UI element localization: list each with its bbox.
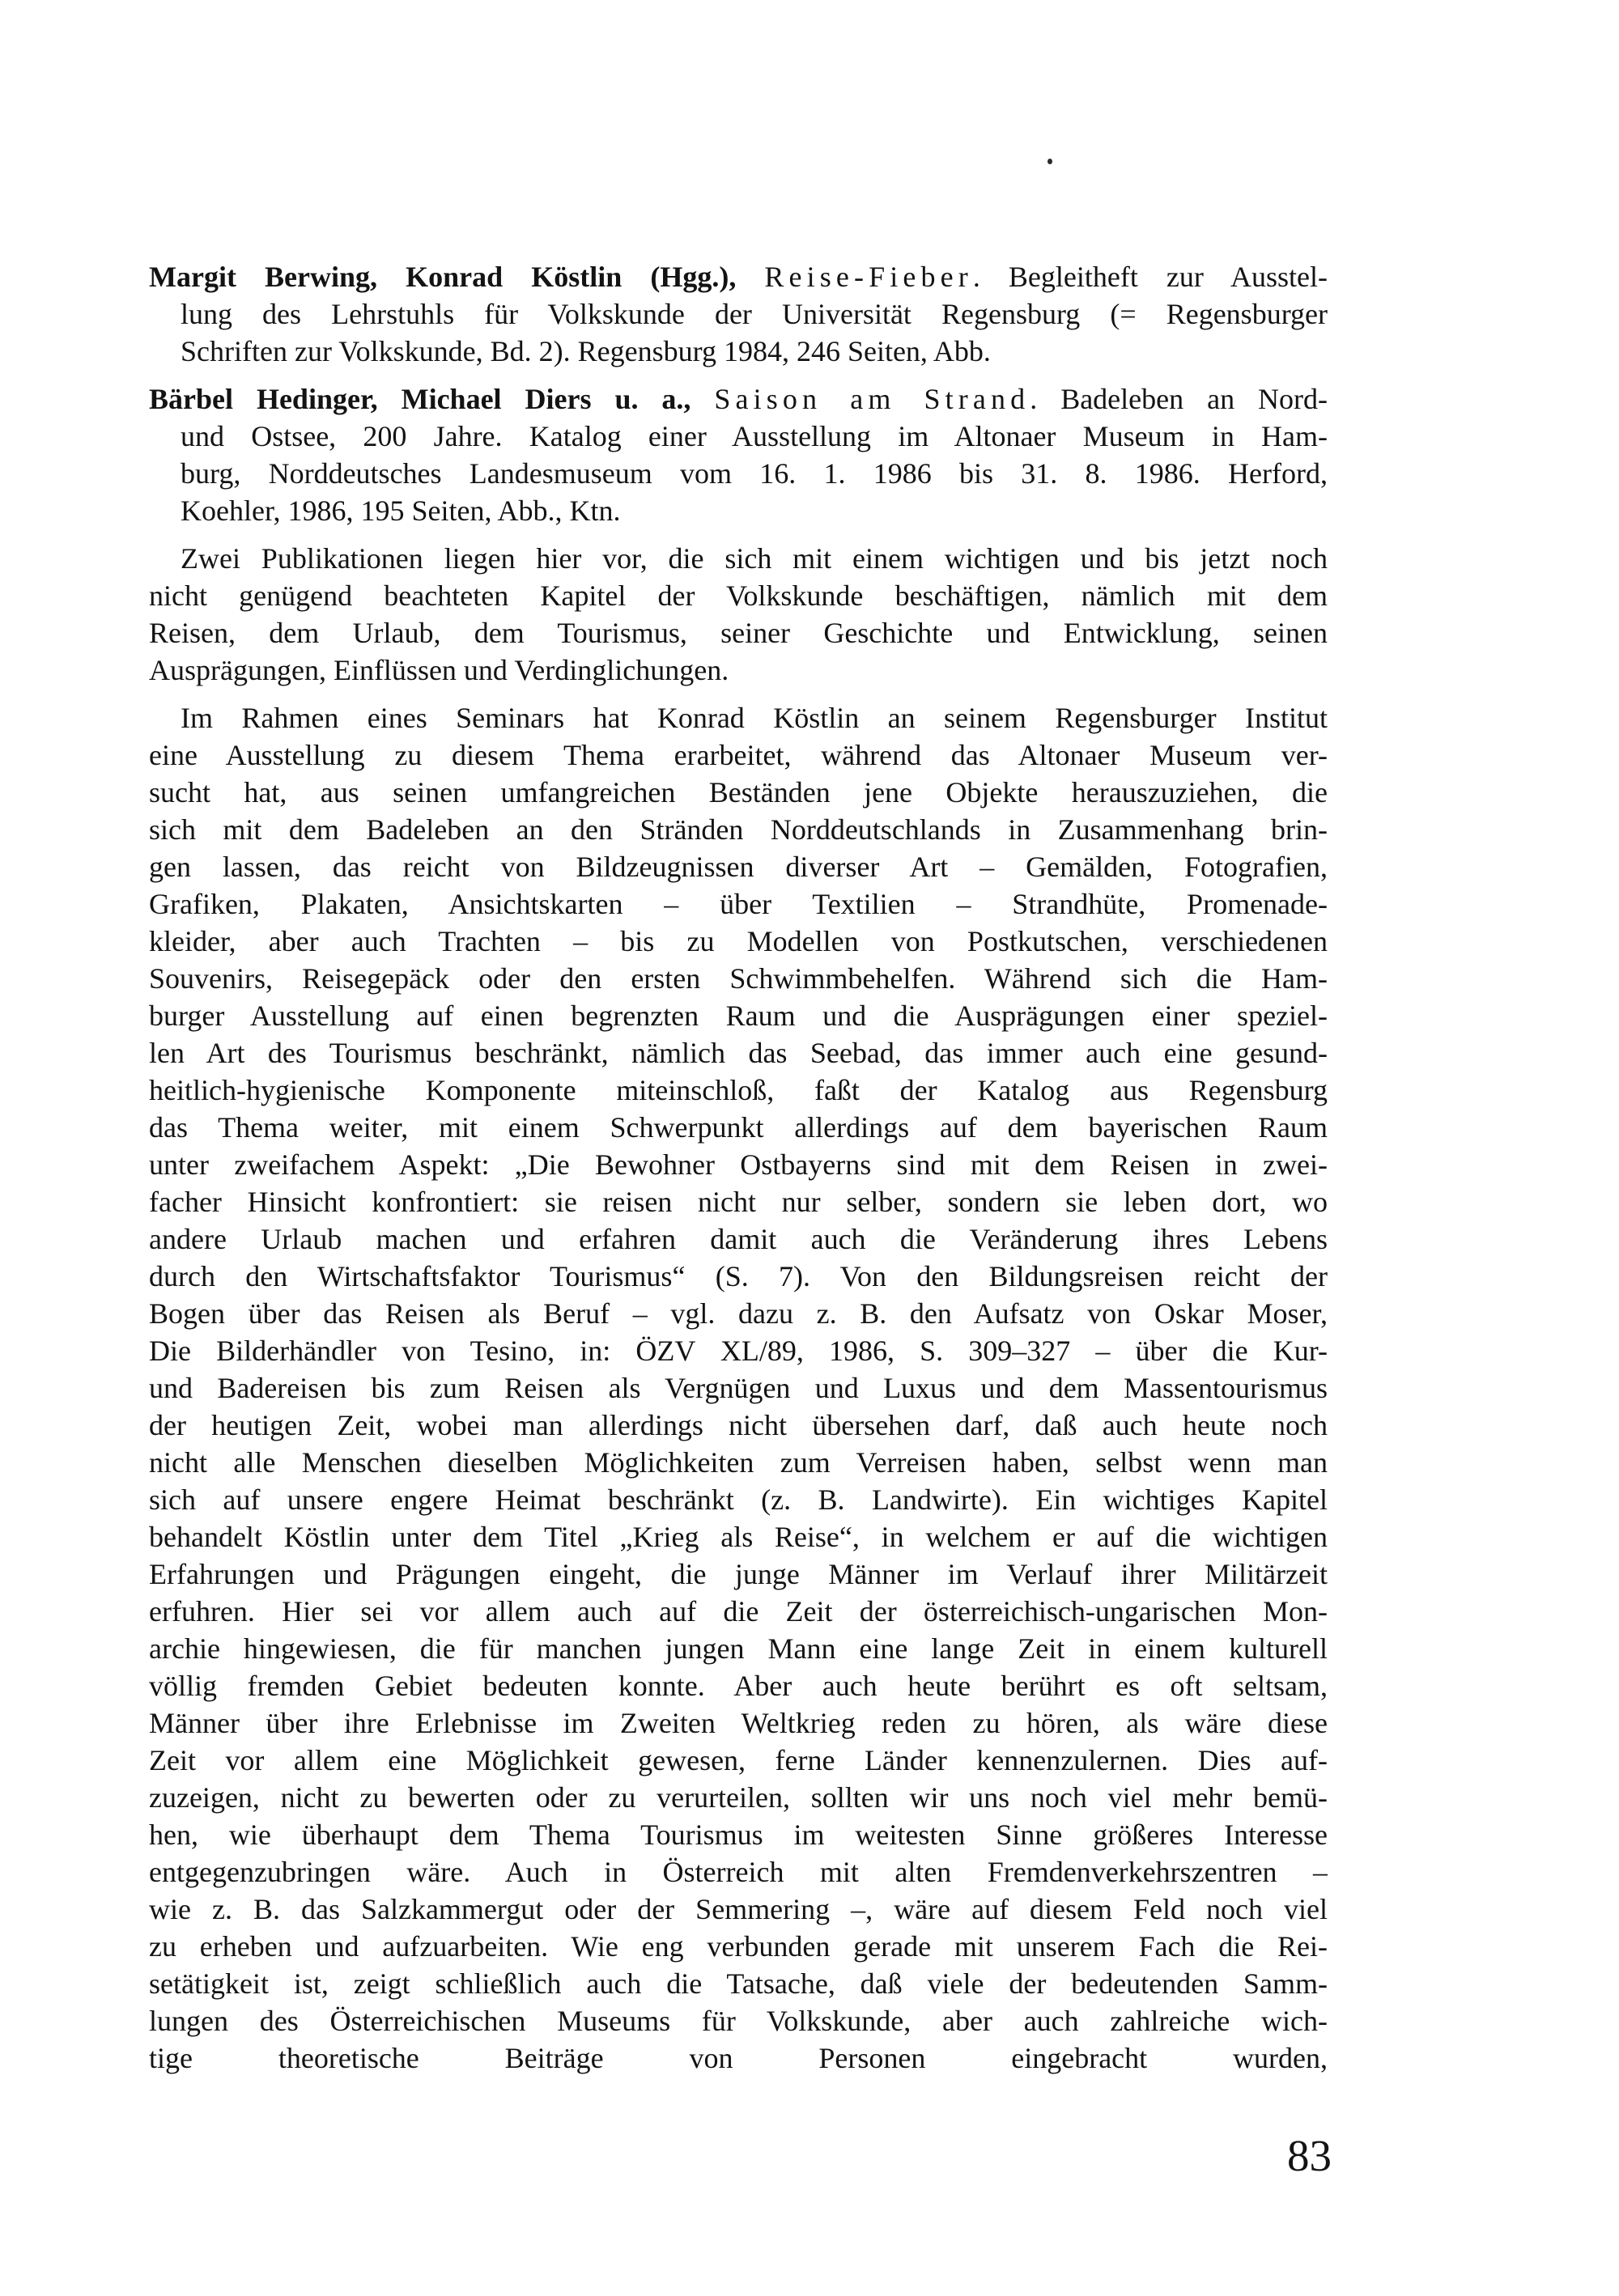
body-text: erfuhren. Hier sei vor allem auch auf die Zeit der österreichisch-ungarischen Mon-: [149, 1595, 1328, 1628]
ink-speck: [1047, 159, 1052, 164]
body-text: Ausprägungen, Einflüssen und Verdinglichungen.: [149, 654, 729, 686]
body-text: sich auf unsere engere Heimat beschränkt (z. B. Landwirte). Ein wichtiges Kapitel: [149, 1483, 1328, 1516]
text-line: [149, 699, 1328, 736]
text-line: [149, 885, 1328, 923]
body-text: Erfahrungen und Prägungen eingeht, die junge Männer im Verlauf ihrer Militärzeit: [149, 1558, 1328, 1590]
text-line: [149, 811, 1328, 848]
text-line: [149, 1295, 1328, 1332]
text-line: [149, 1444, 1328, 1481]
body-text: [691, 383, 714, 415]
text-line: [149, 380, 1328, 418]
text-line: [149, 1704, 1328, 1742]
text-line: [149, 1518, 1328, 1555]
body-text: und Badereisen bis zum Reisen als Vergnügen und Luxus und dem Massentourismus: [149, 1372, 1328, 1404]
body-text: Die Bilderhändler von Tesino, in: ÖZV XL/89, 1986, S. 309–327 – über die Kur-: [149, 1335, 1328, 1367]
body-text: eine Ausstellung zu diesem Thema erarbeitet, während das Altonaer Museum ver-: [149, 739, 1328, 771]
text-line: [149, 1593, 1328, 1630]
text-line: [149, 1667, 1328, 1704]
body-text: Schriften zur Volkskunde, Bd. 2). Regensburg 1984, 246 Seiten, Abb.: [181, 335, 991, 367]
text-line: [149, 1109, 1328, 1146]
text-line: [149, 1965, 1328, 2002]
text-line: [149, 333, 1328, 370]
body-text: kleider, aber auch Trachten – bis zu Modellen von Postkutschen, verschiedenen: [149, 925, 1328, 957]
text-line: [149, 1072, 1328, 1109]
text-line: [149, 1630, 1328, 1667]
text-line: [149, 1742, 1328, 1779]
text-line: [149, 614, 1328, 651]
text-line: [149, 577, 1328, 614]
text-line: [149, 1146, 1328, 1183]
body-text: Bogen über das Reisen als Beruf – vgl. dazu z. B. den Aufsatz von Oskar Moser,: [149, 1297, 1328, 1330]
page-number: 83: [1287, 2131, 1332, 2180]
text-line: [149, 492, 1328, 529]
bib-entry-hedinger: [149, 380, 1328, 529]
text-line: [149, 1183, 1328, 1220]
body-text: Grafiken, Plakaten, Ansichtskarten – über Textilien – Strandhüte, Promenade-: [149, 888, 1328, 920]
text-line: [149, 1034, 1328, 1072]
bib-entry-berwing: [149, 258, 1328, 370]
body-text: sucht hat, aus seinen umfangreichen Beständen jene Objekte herauszuziehen, die: [149, 776, 1328, 808]
body-text: [736, 261, 764, 293]
body-text: das Thema weiter, mit einem Schwerpunkt allerdings auf dem bayerischen Raum: [149, 1111, 1328, 1144]
body-text: burg, Norddeutsches Landesmuseum vom 16. 1. 1986 bis 31. 8. 1986. Herford,: [181, 457, 1328, 490]
review-paragraph-1: [149, 540, 1328, 689]
body-text: völlig fremden Gebiet bedeuten konnte. Aber auch heute berührt es oft seltsam,: [149, 1670, 1328, 1702]
review-paragraph-2: [149, 699, 1328, 2077]
text-line: [149, 1258, 1328, 1295]
body-text: sich mit dem Badeleben an den Stränden Norddeutschlands in Zusammenhang brin-: [149, 813, 1328, 846]
text-line: [149, 2039, 1328, 2077]
body-text: archie hingewiesen, die für manchen jungen Mann eine lange Zeit in einem kulturell: [149, 1632, 1328, 1665]
text-block: [149, 258, 1328, 2077]
author-names: Margit Berwing, Konrad Köstlin (Hgg.),: [149, 261, 737, 293]
body-text: Im Rahmen eines Seminars hat Konrad Köstlin an seinem Regensburger Institut: [181, 702, 1328, 734]
body-text: andere Urlaub machen und erfahren damit auch die Veränderung ihres Lebens: [149, 1223, 1328, 1255]
text-line: [149, 997, 1328, 1034]
text-line: [149, 1407, 1328, 1444]
text-line: [149, 1555, 1328, 1593]
body-text: nicht genügend beachteten Kapitel der Volkskunde beschäftigen, nämlich mit dem: [149, 579, 1328, 612]
text-line: [149, 1816, 1328, 1853]
text-line: [149, 774, 1328, 811]
text-line: [149, 1481, 1328, 1518]
body-text: len Art des Tourismus beschränkt, nämlich das Seebad, das immer auch eine gesund-: [149, 1037, 1328, 1069]
text-line: [149, 2002, 1328, 2039]
body-text: nicht alle Menschen dieselben Möglichkeiten zum Verreisen haben, selbst wenn man: [149, 1446, 1328, 1479]
body-text: entgegenzubringen wäre. Auch in Österreich mit alten Fremdenverkehrszentren –: [149, 1856, 1328, 1888]
body-text: heitlich-hygienische Komponente miteinschloß, faßt der Katalog aus Regensburg: [149, 1074, 1328, 1106]
body-text: tige theoretische Beiträge von Personen eingebracht wurden,: [149, 2042, 1328, 2074]
body-text: . Begleitheft zur Ausstel-: [972, 261, 1328, 293]
text-line: [149, 848, 1328, 885]
text-line: [149, 1891, 1328, 1928]
text-line: [149, 651, 1328, 689]
body-text: burger Ausstellung auf einen begrenzten Raum und die Ausprägungen einer speziel-: [149, 999, 1328, 1032]
body-text: zuzeigen, nicht zu bewerten oder zu verurteilen, sollten wir uns noch viel mehr bemü-: [149, 1781, 1328, 1814]
text-line: [149, 1779, 1328, 1816]
text-line: [149, 455, 1328, 492]
body-text: lungen des Österreichischen Museums für Volkskunde, aber auch zahlreiche wich-: [149, 2005, 1328, 2037]
text-line: [149, 1220, 1328, 1258]
body-text: und Ostsee, 200 Jahre. Katalog einer Ausstellung im Altonaer Museum in Ham-: [181, 420, 1328, 452]
body-text: setätigkeit ist, zeigt schließlich auch die Tatsache, daß viele der bedeutenden Samm-: [149, 1967, 1328, 2000]
spaced-book-title: Saison am Strand: [714, 383, 1030, 415]
body-text: Koehler, 1986, 195 Seiten, Abb., Ktn.: [181, 494, 621, 527]
spaced-book-title: Reise-Fieber: [764, 261, 973, 293]
text-line: [149, 418, 1328, 455]
text-line: [149, 295, 1328, 333]
body-text: unter zweifachem Aspekt: „Die Bewohner Ostbayerns sind mit dem Reisen in zwei-: [149, 1148, 1328, 1181]
body-text: facher Hinsicht konfrontiert: sie reisen nicht nur selber, sondern sie leben dort, wo: [149, 1186, 1328, 1218]
text-line: [149, 540, 1328, 577]
text-line: [149, 1928, 1328, 1965]
body-text: zu erheben und aufzuarbeiten. Wie eng verbunden gerade mit unserem Fach die Rei-: [149, 1930, 1328, 1963]
body-text: Reisen, dem Urlaub, dem Tourismus, seiner Geschichte und Entwicklung, seinen: [149, 617, 1328, 649]
text-line: [149, 923, 1328, 960]
body-text: Zeit vor allem eine Möglichkeit gewesen, ferne Länder kennenzulernen. Dies auf-: [149, 1744, 1328, 1776]
body-text: Zwei Publikationen liegen hier vor, die sich mit einem wichtigen und bis jetzt noch: [181, 542, 1328, 575]
text-line: [149, 736, 1328, 774]
body-text: . Badeleben an Nord-: [1030, 383, 1328, 415]
body-text: der heutigen Zeit, wobei man allerdings nicht übersehen darf, daß auch heute noch: [149, 1409, 1328, 1441]
text-line: [149, 258, 1328, 295]
body-text: gen lassen, das reicht von Bildzeugnissen diverser Art – Gemälden, Fotografien,: [149, 851, 1328, 883]
text-line: [149, 1853, 1328, 1891]
body-text: durch den Wirtschaftsfaktor Tourismus“ (S. 7). Von den Bildungsreisen reicht der: [149, 1260, 1328, 1292]
body-text: behandelt Köstlin unter dem Titel „Krieg als Reise“, in welchem er auf die wichtigen: [149, 1521, 1328, 1553]
text-line: [149, 1369, 1328, 1407]
body-text: Souvenirs, Reisegepäck oder den ersten Schwimmbehelfen. Während sich die Ham-: [149, 962, 1328, 995]
author-names: Bärbel Hedinger, Michael Diers u. a.,: [149, 383, 691, 415]
body-text: lung des Lehrstuhls für Volkskunde der Universität Regensburg (= Regensburger: [181, 298, 1328, 330]
body-text: Männer über ihre Erlebnisse im Zweiten Weltkrieg reden zu hören, als wäre diese: [149, 1707, 1328, 1739]
body-text: wie z. B. das Salzkammergut oder der Semmering –, wäre auf diesem Feld noch viel: [149, 1893, 1328, 1925]
body-text: hen, wie überhaupt dem Thema Tourismus im weitesten Sinne größeres Interesse: [149, 1819, 1328, 1851]
text-line: [149, 1332, 1328, 1369]
text-line: [149, 960, 1328, 997]
